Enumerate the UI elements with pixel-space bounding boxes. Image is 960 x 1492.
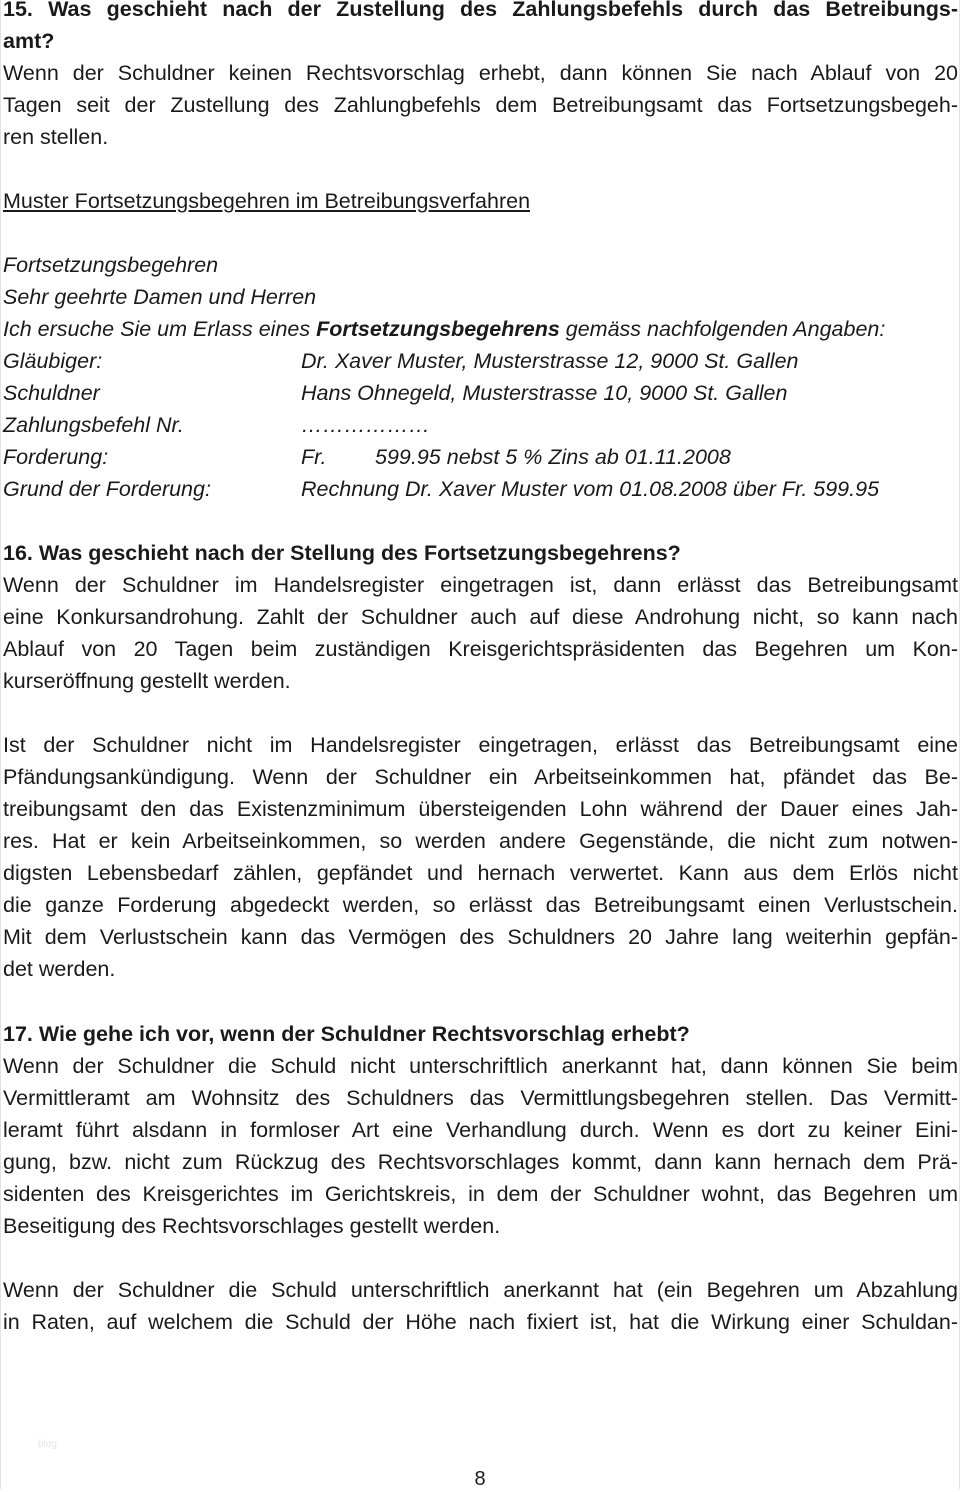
heading-line: 15. Was geschieht nach der Zustellung des Zahlungsbefehls durch das Betreibungs- (3, 0, 958, 21)
text-line: Pfändungsankündigung. Wenn der Schuldner ein Arbeitseinkommen hat, pfändet das Be- (3, 765, 958, 789)
muster-letter (3, 249, 958, 345)
text-line: Wenn der Schuldner die Schuld nicht unterschriftlich anerkannt hat, dann können Sie beim (3, 1054, 958, 1078)
field-value: 599.95 nebst 5 % Zins ab 01.11.2008 (375, 445, 731, 469)
text-line: Tagen seit der Zustellung des Zahlungbefehls dem Betreibungsamt das Fortsetzungsbegeh- (3, 93, 958, 117)
text-line: leramt führt alsdann in formloser Art eine Verhandlung durch. Wenn es dort zu keiner Eini- (3, 1118, 958, 1142)
section-17-heading: 17. Wie gehe ich vor, wenn der Schuldner Rechtsvorschlag erhebt? (3, 1022, 690, 1046)
field-label: Forderung: (3, 445, 109, 469)
field-value: Hans Ohnegeld, Musterstrasse 10, 9000 St. Gallen (301, 381, 788, 405)
text-line: eine Konkursandrohung. Zahlt der Schuldner auch auf diese Androhung nicht, so kann nach (3, 605, 958, 629)
text-line: ren stellen. (3, 125, 109, 149)
field-glaeubiger (3, 345, 958, 377)
text-line: gung, bzw. nicht zum Rückzug des Rechtsvorschlages kommt, dann kann hernach dem Prä- (3, 1150, 958, 1174)
section-15-body (3, 57, 958, 153)
text-line: kurseröffnung gestellt werden. (3, 669, 291, 693)
field-value: ……………… (301, 413, 430, 437)
field-zahlungsbefehl (3, 409, 958, 441)
field-label: Schuldner (3, 381, 100, 405)
text-line: Ablauf von 20 Tagen beim zuständigen Kreisgerichtspräsidenten das Begehren um Kon- (3, 637, 958, 661)
text-line: in Raten, auf welchem die Schuld der Höhe nach fixiert ist, hat die Wirkung einer Schuldan- (3, 1310, 958, 1334)
watermark: blog (38, 1439, 57, 1450)
text-line: digsten Lebensbedarf zählen, gepfändet und hernach verwertet. Kann aus dem Erlös nicht (3, 861, 958, 885)
field-value: Dr. Xaver Muster, Musterstrasse 12, 9000 St. Gallen (301, 349, 799, 373)
text-line: Wenn der Schuldner keinen Rechtsvorschlag erhebt, dann können Sie nach Ablauf von 20 (3, 61, 958, 85)
bold-term: Fortsetzungsbegehrens (316, 317, 560, 341)
section-17-paragraph-2 (3, 1274, 958, 1338)
letter-request: Ich ersuche Sie um Erlass eines Fortsetzungsbegehrens gemäss nachfolgenden Angaben: (3, 317, 886, 341)
text-line: Beseitigung des Rechtsvorschlages gestellt werden. (3, 1214, 501, 1238)
heading-line: amt? (3, 29, 55, 53)
text-line: res. Hat er kein Arbeitseinkommen, so werden andere Gegenstände, die nicht zum notwen- (3, 829, 958, 853)
section-16-heading: 16. Was geschieht nach der Stellung des Fortsetzungsbegehrens? (3, 541, 681, 565)
field-currency: Fr. (301, 445, 327, 469)
text-line: Vermittleramt am Wohnsitz des Schuldners das Vermittlungsbegehren stellen. Das Vermitt- (3, 1086, 958, 1110)
field-value: Rechnung Dr. Xaver Muster vom 01.08.2008 über Fr. 599.95 (301, 477, 880, 501)
section-17-paragraph-1 (3, 1050, 958, 1242)
field-schuldner (3, 377, 958, 409)
text-line: die ganze Forderung abgedeckt werden, so erlässt das Betreibungsamt einen Verlustschein. (3, 893, 958, 917)
page-number: 8 (474, 1468, 486, 1490)
section-15-heading (3, 0, 958, 57)
field-forderung (3, 441, 958, 473)
text-line: Wenn der Schuldner im Handelsregister eingetragen ist, dann erlässt das Betreibungsamt (3, 573, 958, 597)
section-16-paragraph-2 (3, 729, 958, 985)
field-label: Zahlungsbefehl Nr. (3, 413, 184, 437)
text-line: Mit dem Verlustschein kann das Vermögen des Schuldners 20 Jahre lang weiterhin gepfän- (3, 925, 958, 949)
letter-greeting: Sehr geehrte Damen und Herren (3, 285, 317, 309)
muster-title: Muster Fortsetzungsbegehren im Betreibungsverfahren (3, 189, 531, 213)
text-line: Ist der Schuldner nicht im Handelsregister eingetragen, erlässt das Betreibungsamt eine (3, 733, 958, 757)
text-line: det werden. (3, 957, 116, 981)
letter-subject: Fortsetzungsbegehren (3, 253, 219, 277)
text-line: sidenten des Kreisgerichtes im Gerichtskreis, in dem der Schuldner wohnt, das Begehren um (3, 1182, 958, 1206)
field-grund (3, 473, 958, 505)
section-16-paragraph-1 (3, 569, 958, 697)
field-label: Gläubiger: (3, 349, 103, 373)
text-line: treibungsamt den das Existenzminimum übersteigenden Lohn während der Dauer eines Jah- (3, 797, 958, 821)
text-line: Wenn der Schuldner die Schuld unterschriftlich anerkannt hat (ein Begehren um Abzahlung (3, 1278, 958, 1302)
field-label: Grund der Forderung: (3, 477, 211, 501)
